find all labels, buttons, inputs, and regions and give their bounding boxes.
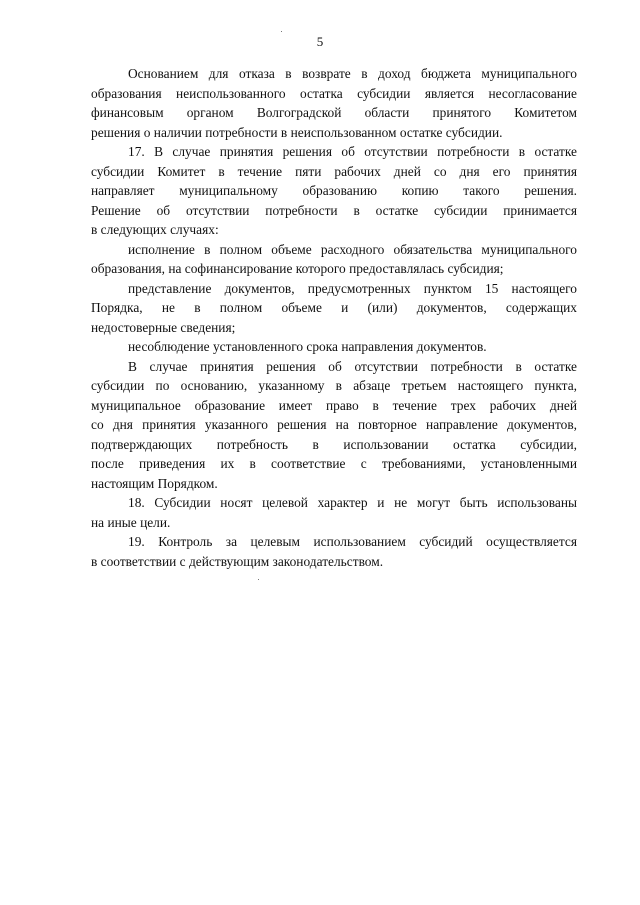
text-line: настоящим Порядком. (91, 475, 218, 491)
text-line: подтверждающих потребность в использовании остатка субсидии, (91, 436, 577, 452)
text-line: со дня принятия указанного решения на повторное направление документов, (91, 417, 577, 432)
text-line: Порядка, не в полном объеме и (или) документов, содержащих (91, 300, 577, 315)
text-line: Решение об отсутствии потребности в остатке субсидии принимается (91, 202, 577, 218)
text-line: 19. Контроль за целевым использованием субсидий осуществляется (128, 534, 577, 549)
document-body (91, 64, 577, 571)
text-line: В случае принятия решения об отсутствии потребности в остатке (128, 358, 577, 374)
text-line: 18. Субсидии носят целевой характер и не могут быть использованы (128, 495, 577, 510)
text-line: 17. В случае принятия решения об отсутствии потребности в остатке (128, 144, 577, 159)
text-line: образования неиспользованного остатка субсидии является несогласование (91, 85, 577, 101)
scan-speck (281, 31, 282, 32)
text-line: исполнение в полном объеме расходного обязательства муниципального (128, 241, 577, 257)
text-line: субсидии Комитет в течение пяти рабочих дней со дня его принятия (91, 163, 577, 179)
scan-speck (258, 579, 259, 580)
text-line: решения о наличии потребности в неиспользованном остатке субсидии. (91, 124, 503, 140)
text-line: муниципальное образование имеет право в течение трех рабочих дней (91, 397, 577, 413)
text-line: направляет муниципальному образованию копию такого решения. (91, 183, 577, 198)
text-line: Основанием для отказа в возврате в доход бюджета муниципального (128, 66, 577, 81)
text-line: образования, на софинансирование которого предоставлялась субсидия; (91, 261, 504, 276)
text-line: недостоверные сведения; (91, 319, 236, 335)
text-line: на иные цели. (91, 514, 171, 530)
text-line: несоблюдение установленного срока направления документов. (128, 339, 487, 354)
text-line: в следующих случаях: (91, 222, 219, 237)
text-line: представление документов, предусмотренных пунктом 15 настоящего (128, 280, 577, 296)
text-line: после приведения их в соответствие с требованиями, установленными (91, 456, 577, 471)
text-line: в соответствии с действующим законодательством. (91, 553, 384, 569)
page-number: 5 (316, 34, 324, 49)
text-line: субсидии по основанию, указанному в абзаце третьем настоящего пункта, (91, 378, 577, 393)
text-line: финансовым органом Волгоградской области принятого Комитетом (91, 105, 577, 120)
